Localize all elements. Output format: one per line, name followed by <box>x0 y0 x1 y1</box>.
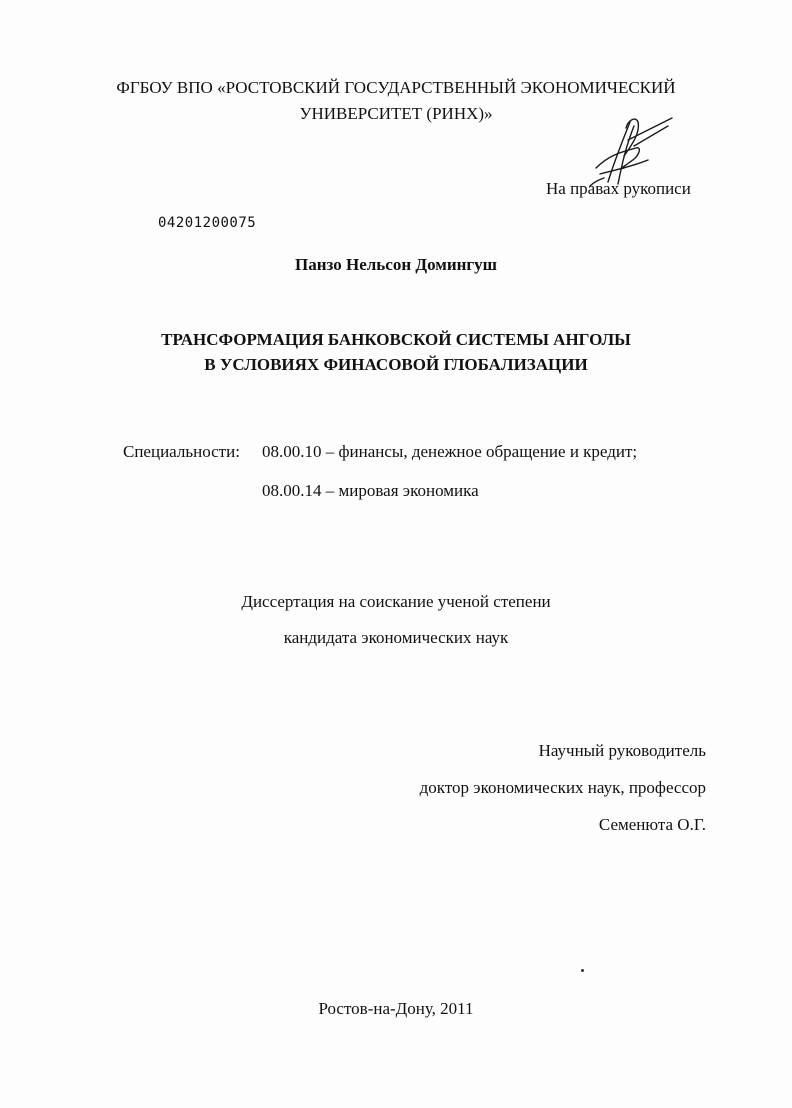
degree-line-2: кандидата экономических наук <box>283 628 509 647</box>
specialty-1: 08.00.10 – финансы, денежное обращение и кредит; <box>262 442 638 461</box>
specialty-2: 08.00.14 – мировая экономика <box>262 481 479 500</box>
place-and-year: Ростов-на-Дону, 2011 <box>318 999 474 1018</box>
organization-line-2: УНИВЕРСИТЕТ (РИНХ)» <box>299 104 493 123</box>
scan-speck <box>581 969 584 972</box>
manuscript-rights: На правах рукописи <box>546 179 691 198</box>
degree-line-1: Диссертация на соискание ученой степени <box>241 592 551 611</box>
supervisor-label: Научный руководитель <box>538 741 706 760</box>
supervisor-credentials: доктор экономических наук, профессор <box>419 778 706 797</box>
specialties-label: Специальности: <box>123 442 240 461</box>
dissertation-title-line-2: В УСЛОВИЯХ ФИНАСОВОЙ ГЛОБАЛИЗАЦИИ <box>204 355 588 374</box>
dissertation-title-line-1: ТРАНСФОРМАЦИЯ БАНКОВСКОЙ СИСТЕМЫ АНГОЛЫ <box>161 330 631 349</box>
author-name: Панзо Нельсон Домингуш <box>295 255 497 274</box>
supervisor-name: Семенюта О.Г. <box>598 815 706 834</box>
organization-line-1: ФГБОУ ВПО «РОСТОВСКИЙ ГОСУДАРСТВЕННЫЙ ЭКОНОМИЧЕСКИЙ <box>116 78 676 97</box>
registration-number: 04201200075 <box>158 215 257 231</box>
